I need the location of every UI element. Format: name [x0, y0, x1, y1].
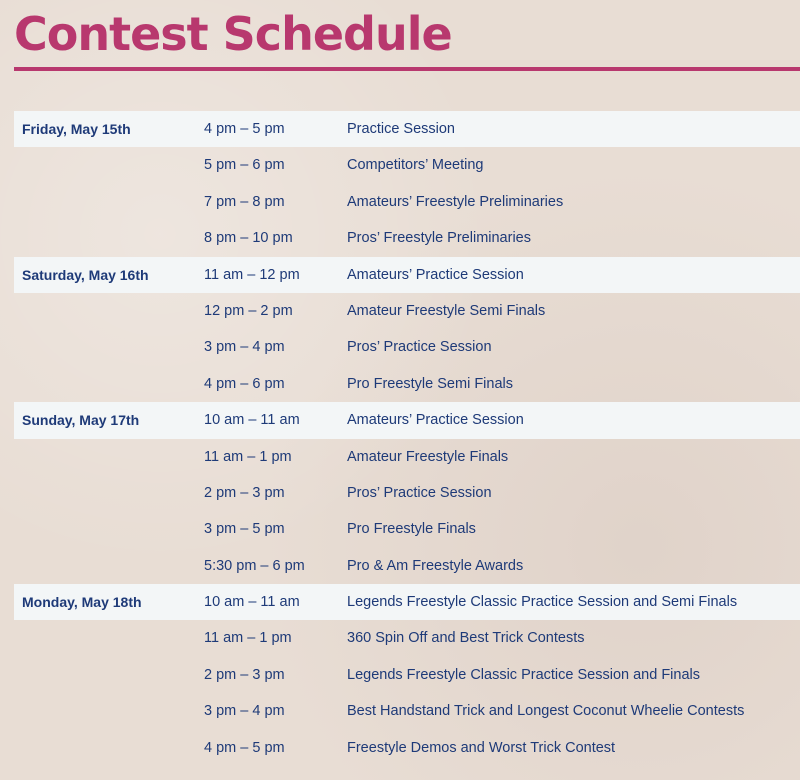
event-name: Pros’ Practice Session [347, 339, 492, 356]
schedule-row [14, 548, 800, 584]
schedule-row [14, 184, 800, 220]
day-label: Saturday, May 16th [22, 266, 149, 283]
day-label: Sunday, May 17th [22, 412, 140, 429]
schedule-row [14, 257, 800, 293]
event-name: Pro Freestyle Semi Finals [347, 375, 513, 392]
event-name: Legends Freestyle Classic Practice Session and Semi Finals [347, 594, 738, 611]
time-slot: 4 pm – 6 pm [204, 375, 285, 392]
time-slot: 12 pm – 2 pm [204, 302, 293, 319]
time-slot: 11 am – 1 pm [204, 448, 292, 465]
schedule-row [14, 111, 800, 147]
schedule-row [14, 366, 800, 402]
schedule-row [14, 220, 800, 256]
time-slot: 7 pm – 8 pm [204, 193, 285, 210]
event-name: Best Handstand Trick and Longest Coconut Wheelie Contests [347, 703, 745, 720]
schedule-row [14, 693, 800, 729]
time-slot: 8 pm – 10 pm [204, 230, 293, 247]
time-slot: 11 am – 12 pm [204, 266, 300, 283]
event-name: Amateurs’ Practice Session [347, 412, 524, 429]
schedule-row [14, 475, 800, 511]
day-label: Friday, May 15th [22, 121, 131, 137]
schedule-row [14, 329, 800, 365]
schedule-table [14, 111, 800, 766]
schedule-row [14, 657, 800, 693]
day-label: Monday, May 18th [22, 594, 142, 611]
time-slot: 10 am – 11 am [204, 412, 300, 429]
time-slot: 4 pm – 5 pm [204, 121, 285, 137]
schedule-row [14, 730, 800, 766]
time-slot: 11 am – 1 pm [204, 630, 292, 647]
event-name: Freestyle Demos and Worst Trick Contest [347, 739, 616, 756]
schedule-row [14, 620, 800, 656]
event-name: Pro Freestyle Finals [347, 521, 476, 538]
event-name: Amateurs’ Freestyle Preliminaries [347, 193, 564, 210]
event-name: Practice Session [347, 121, 455, 137]
schedule-row [14, 439, 800, 475]
time-slot: 4 pm – 5 pm [204, 739, 285, 756]
time-slot: 3 pm – 5 pm [204, 521, 285, 538]
time-slot: 5 pm – 6 pm [204, 157, 285, 174]
event-name: Pros’ Freestyle Preliminaries [347, 230, 531, 247]
time-slot: 2 pm – 3 pm [204, 666, 285, 683]
event-name: 360 Spin Off and Best Trick Contests [347, 630, 585, 647]
event-name: Amateur Freestyle Semi Finals [347, 302, 546, 319]
schedule-row [14, 584, 800, 620]
event-name: Amateur Freestyle Finals [347, 448, 509, 465]
page-title: Contest Schedule [14, 7, 452, 61]
schedule-row [14, 402, 800, 438]
event-name: Pros’ Practice Session [347, 484, 492, 501]
time-slot: 3 pm – 4 pm [204, 339, 285, 356]
schedule-row [14, 511, 800, 547]
time-slot: 2 pm – 3 pm [204, 484, 285, 501]
schedule-row [14, 293, 800, 329]
event-name: Amateurs’ Practice Session [347, 266, 524, 283]
time-slot: 10 am – 11 am [204, 594, 300, 611]
schedule-row [14, 147, 800, 183]
time-slot: 5:30 pm – 6 pm [204, 557, 305, 574]
event-name: Legends Freestyle Classic Practice Session and Finals [347, 666, 700, 683]
event-name: Pro & Am Freestyle Awards [347, 557, 524, 574]
event-name: Competitors’ Meeting [347, 157, 484, 174]
time-slot: 3 pm – 4 pm [204, 703, 285, 720]
title-divider [14, 67, 800, 71]
